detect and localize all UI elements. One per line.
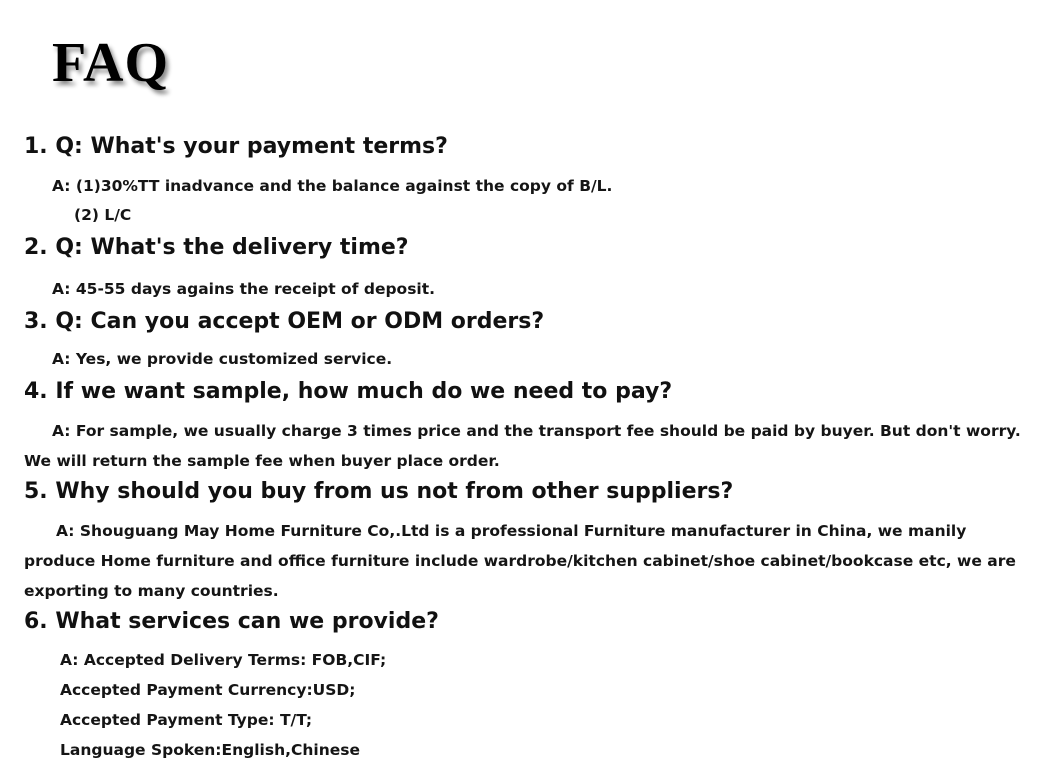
faq-answer-6-line-3: Accepted Payment Type: T/T; bbox=[60, 711, 313, 729]
faq-answer-4: A: For sample, we usually charge 3 times price and the transport fee should be paid by buyer. But don't worry. We will return the sample fee when buyer place order. bbox=[24, 422, 1021, 470]
faq-answer-3: A: Yes, we provide customized service. bbox=[52, 350, 393, 368]
faq-question-5: 5. Why should you buy from us not from other suppliers? bbox=[24, 479, 734, 504]
faq-answer-2: A: 45-55 days agains the receipt of deposit. bbox=[52, 280, 436, 298]
faq-answer-1-line-1: A: (1)30%TT inadvance and the balance against the copy of B/L. bbox=[52, 177, 613, 195]
faq-answer-1-line-2: (2) L/C bbox=[74, 206, 132, 224]
faq-answer-6-line-4: Language Spoken:English,Chinese bbox=[60, 741, 361, 759]
faq-question-1: 1. Q: What's your payment terms? bbox=[24, 134, 448, 159]
page-title: FAQ bbox=[52, 32, 170, 94]
faq-answer-5: A: Shouguang May Home Furniture Co,.Ltd is a professional Furniture manufacturer in China, we manily produce Home furniture and office furniture include wardrobe/kitchen cabinet/shoe cabinet/bookcase etc, we are exporting to many countries. bbox=[24, 522, 1016, 600]
faq-question-3: 3. Q: Can you accept OEM or ODM orders? bbox=[24, 309, 545, 334]
faq-question-6: 6. What services can we provide? bbox=[24, 609, 439, 634]
faq-question-2: 2. Q: What's the delivery time? bbox=[24, 235, 409, 260]
faq-answer-6-line-1: A: Accepted Delivery Terms: FOB,CIF; bbox=[60, 651, 387, 669]
faq-answer-6-line-2: Accepted Payment Currency:USD; bbox=[60, 681, 356, 699]
faq-question-4: 4. If we want sample, how much do we need to pay? bbox=[24, 379, 673, 404]
